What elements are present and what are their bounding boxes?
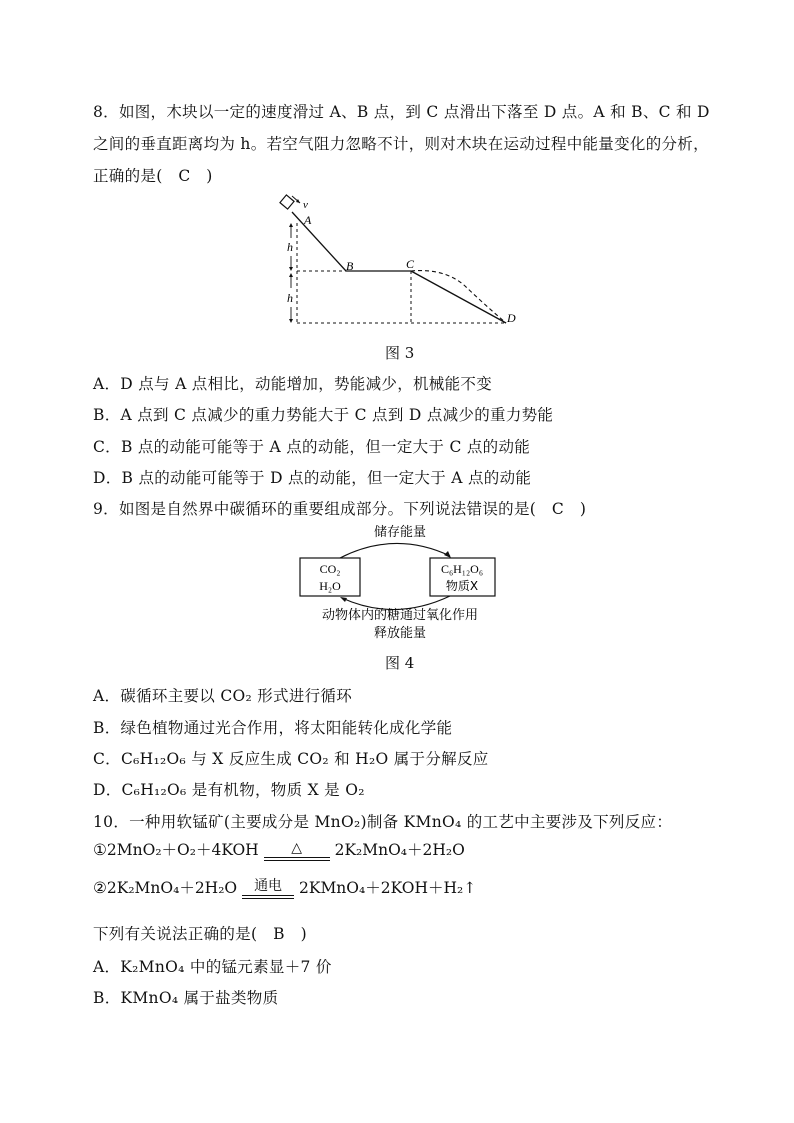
- q9-option-a: A．碳循环主要以 CO₂ 形式进行循环: [93, 687, 353, 705]
- label-D: D: [507, 311, 516, 325]
- label-C: C: [406, 257, 415, 271]
- q10-option-b: B．KMnO₄ 属于盐类物质: [93, 989, 279, 1007]
- q8-option-d: D．B 点的动能可能等于 D 点的动能，但一定大于 A 点的动能: [93, 469, 532, 487]
- equation-2: [93, 876, 476, 899]
- q9-option-c: C．C₆H₁₂O₆ 与 X 反应生成 CO₂ 和 H₂O 属于分解反应: [93, 750, 489, 768]
- q9-option-b: B．绿色植物通过光合作用，将太阳能转化成化学能: [93, 719, 453, 737]
- eq2-reactants: ②2K₂MnO₄＋2H₂O: [93, 879, 238, 897]
- eq2-condition: [242, 879, 294, 899]
- box-left-line2: H₂O: [319, 579, 341, 593]
- q8-stem-line3: 正确的是( C ): [93, 167, 213, 185]
- eq1-condition: [264, 841, 330, 861]
- label-oxidation: 动物体内的糖通过氧化作用: [321, 608, 479, 623]
- q8-option-a: A．D 点与 A 点相比，动能增加，势能减少，机械能不变: [93, 375, 492, 393]
- heat-triangle-icon: △: [291, 840, 303, 856]
- label-release-energy: 释放能量: [373, 626, 427, 641]
- q10-stem: 10．一种用软锰矿(主要成分是 MnO₂)制备 KMnO₄ 的工艺中主要涉及下列反应：: [93, 813, 673, 831]
- q8-option-c: C．B 点的动能可能等于 A 点的动能，但一定大于 C 点的动能: [93, 438, 531, 456]
- label-A: A: [304, 213, 312, 227]
- q8-stem-line1: 8．如图，木块以一定的速度滑过 A、B 点，到 C 点滑出下落至 D 点。A 和 B、C 和 D: [93, 103, 710, 121]
- box-left-line1: CO₂: [319, 562, 341, 576]
- eq2-products: 2KMnO₄＋2KOH＋H₂↑: [299, 879, 477, 897]
- q9-stem: 9．如图是自然界中碳循环的重要组成部分。下列说法错误的是( C ): [93, 500, 587, 518]
- eq1-products: 2K₂MnO₄＋2H₂O: [334, 841, 465, 859]
- label-store-energy: 储存能量: [373, 525, 427, 540]
- electrolysis-label: 通电: [254, 878, 283, 894]
- box-right-line2: 物质X: [445, 579, 479, 593]
- eq1-reactants: ①2MnO₂＋O₂＋4KOH: [93, 841, 259, 859]
- q10-question: 下列有关说法正确的是( B ): [93, 925, 307, 943]
- q10-option-a: A．K₂MnO₄ 中的锰元素显＋7 价: [93, 958, 332, 976]
- figure-3-slope-diagram: [270, 190, 530, 335]
- q8-option-b: B．A 点到 C 点减少的重力势能大于 C 点到 D 点减少的重力势能: [93, 406, 554, 424]
- label-h-upper: h: [287, 240, 293, 254]
- q8-stem-line2: 之间的垂直距离均为 h。若空气阻力忽略不计，则对木块在运动过程中能量变化的分析，: [93, 135, 709, 153]
- label-B: B: [346, 259, 354, 273]
- label-h-lower: h: [287, 291, 293, 305]
- label-v: v: [303, 199, 308, 211]
- q9-option-d: D．C₆H₁₂O₆ 是有机物，物质 X 是 O₂: [93, 781, 365, 799]
- figure-4-caption: 图 4: [385, 654, 415, 672]
- wooden-block-icon: [280, 195, 300, 209]
- box-right-line1: C₆H₁₂O₆: [440, 562, 484, 576]
- figure-4-carbon-cycle-diagram: [290, 522, 510, 644]
- figure-3-caption: 图 3: [385, 344, 415, 362]
- equation-1: [93, 838, 465, 861]
